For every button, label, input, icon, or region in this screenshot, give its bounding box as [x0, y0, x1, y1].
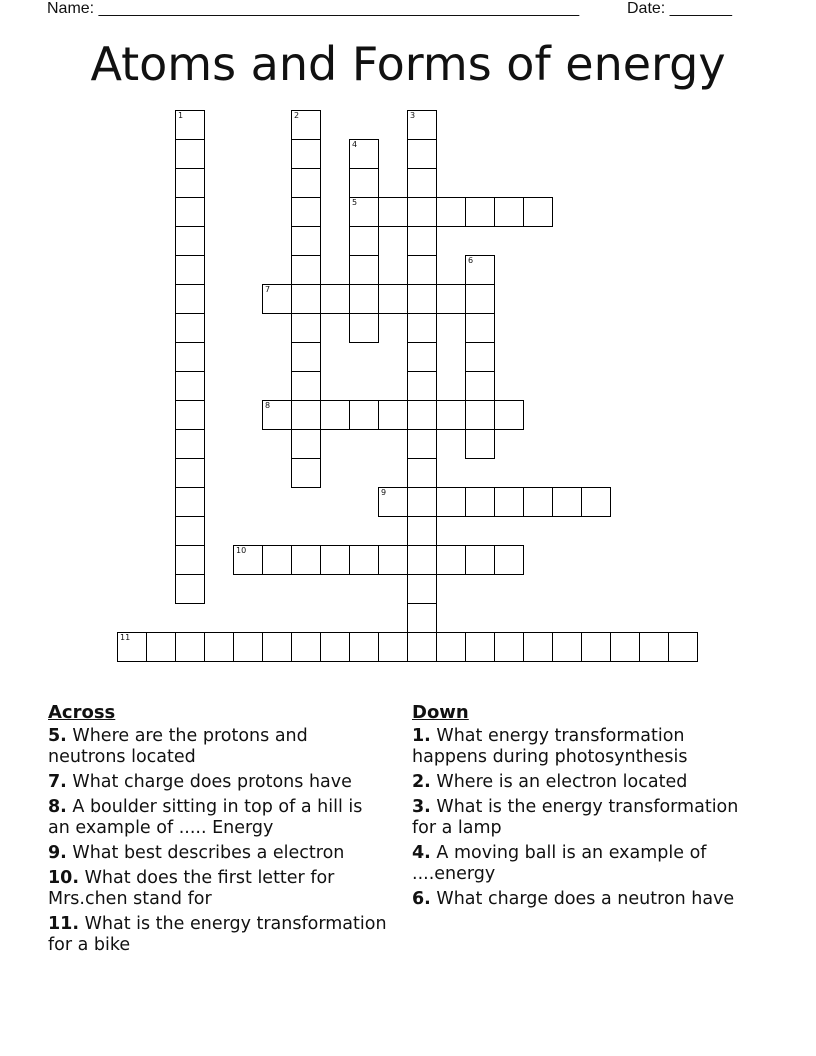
grid-cell[interactable] [291, 342, 321, 372]
grid-cell[interactable] [175, 226, 205, 256]
clue-number: 11. [48, 914, 80, 934]
grid-cell[interactable] [291, 400, 321, 430]
clue-text: What is the energy transformation for a bike [48, 914, 387, 955]
grid-cell[interactable] [465, 284, 495, 314]
clue-text: A boulder sitting in top of a hill is an example of ..... Energy [48, 797, 363, 838]
grid-cell[interactable] [407, 429, 437, 459]
grid-cell[interactable] [407, 400, 437, 430]
grid-cell[interactable] [233, 545, 263, 575]
grid-cell[interactable] [465, 632, 495, 662]
clue-text: Where is an electron located [436, 772, 688, 792]
grid-cell[interactable] [175, 632, 205, 662]
clue-text: What charge does protons have [72, 772, 352, 792]
grid-cell[interactable] [523, 632, 553, 662]
grid-cell[interactable] [436, 284, 466, 314]
clue-number: 9. [48, 843, 67, 863]
grid-cell[interactable] [349, 400, 379, 430]
grid-cell[interactable] [291, 313, 321, 343]
grid-cell[interactable] [407, 110, 437, 140]
across-clue-10 [48, 868, 388, 910]
grid-cell[interactable] [175, 168, 205, 198]
down-clue-3 [412, 797, 742, 839]
clue-number: 10. [48, 868, 80, 888]
grid-cell[interactable] [349, 545, 379, 575]
grid-cell[interactable] [494, 545, 524, 575]
page-title: Atoms and Forms of energy [90, 37, 726, 91]
down-clue-1 [412, 726, 742, 768]
grid-cell[interactable] [610, 632, 640, 662]
grid-cell[interactable] [291, 197, 321, 227]
grid-cell[interactable] [668, 632, 698, 662]
across-heading: Across [48, 702, 116, 723]
grid-cell[interactable] [291, 632, 321, 662]
grid-cell[interactable] [291, 139, 321, 169]
grid-cell[interactable] [378, 284, 408, 314]
clue-text: What energy transformation happens during photosynthesis [412, 726, 688, 767]
grid-cell[interactable] [291, 458, 321, 488]
grid-cell[interactable] [465, 371, 495, 401]
grid-cell[interactable] [407, 139, 437, 169]
grid-cell[interactable] [523, 197, 553, 227]
grid-cell[interactable] [465, 342, 495, 372]
grid-cell[interactable] [349, 226, 379, 256]
clue-number: 7. [48, 772, 67, 792]
grid-cell[interactable] [407, 458, 437, 488]
grid-cell[interactable] [581, 632, 611, 662]
grid-cell[interactable] [639, 632, 669, 662]
cell-number: 4 [352, 140, 358, 149]
grid-cell[interactable] [407, 632, 437, 662]
grid-cell[interactable] [436, 487, 466, 517]
clue-number: 1. [412, 726, 431, 746]
grid-cell[interactable] [291, 545, 321, 575]
grid-cell[interactable] [233, 632, 263, 662]
grid-cell[interactable] [320, 632, 350, 662]
grid-cell[interactable] [378, 197, 408, 227]
across-clue-7 [48, 772, 388, 793]
cell-number: 1 [178, 111, 184, 120]
across-clues [48, 702, 388, 960]
clue-text: What charge does a neutron have [436, 889, 735, 909]
grid-cell[interactable] [552, 632, 582, 662]
clue-text: Where are the protons and neutrons located [48, 726, 308, 767]
grid-cell[interactable] [436, 400, 466, 430]
clue-number: 6. [412, 889, 431, 909]
grid-cell[interactable] [465, 545, 495, 575]
grid-cell[interactable] [378, 400, 408, 430]
cell-number: 2 [294, 111, 300, 120]
grid-cell[interactable] [436, 197, 466, 227]
grid-cell[interactable] [407, 545, 437, 575]
grid-cell[interactable] [175, 197, 205, 227]
cell-number: 8 [265, 401, 271, 410]
grid-cell[interactable] [262, 632, 292, 662]
grid-cell[interactable] [175, 400, 205, 430]
grid-cell[interactable] [175, 284, 205, 314]
grid-cell[interactable] [407, 226, 437, 256]
grid-cell[interactable] [175, 487, 205, 517]
grid-cell[interactable] [407, 197, 437, 227]
grid-cell[interactable] [407, 487, 437, 517]
grid-cell[interactable] [407, 603, 437, 633]
grid-cell[interactable] [262, 400, 292, 430]
grid-cell[interactable] [291, 168, 321, 198]
down-clue-6 [412, 889, 742, 910]
cell-number: 10 [236, 546, 247, 555]
clue-text: A moving ball is an example of ....energy [412, 843, 707, 884]
down-clue-4 [412, 843, 742, 885]
grid-cell[interactable] [175, 139, 205, 169]
grid-cell[interactable] [407, 342, 437, 372]
clue-number: 4. [412, 843, 431, 863]
grid-cell[interactable] [175, 574, 205, 604]
cell-number: 11 [120, 633, 131, 642]
grid-cell[interactable] [523, 487, 553, 517]
clue-number: 8. [48, 797, 67, 817]
across-clue-9 [48, 843, 388, 864]
grid-cell[interactable] [146, 632, 176, 662]
grid-cell[interactable] [494, 487, 524, 517]
grid-cell[interactable] [175, 110, 205, 140]
grid-cell[interactable] [349, 139, 379, 169]
grid-cell[interactable] [175, 255, 205, 285]
name-field-label: Name: ______________________________________________________ [47, 0, 580, 17]
date-field-label: Date: _______ [627, 0, 732, 17]
grid-cell[interactable] [407, 516, 437, 546]
down-heading: Down [412, 702, 469, 723]
grid-cell[interactable] [320, 400, 350, 430]
cell-number: 3 [410, 111, 416, 120]
grid-cell[interactable] [349, 168, 379, 198]
clue-number: 2. [412, 772, 431, 792]
grid-cell[interactable] [407, 574, 437, 604]
cell-number: 7 [265, 285, 271, 294]
grid-cell[interactable] [407, 313, 437, 343]
grid-cell[interactable] [291, 226, 321, 256]
cell-number: 6 [468, 256, 474, 265]
down-clue-2 [412, 772, 742, 793]
grid-cell[interactable] [465, 487, 495, 517]
grid-cell[interactable] [465, 313, 495, 343]
grid-cell[interactable] [175, 516, 205, 546]
grid-cell[interactable] [291, 284, 321, 314]
clue-number: 3. [412, 797, 431, 817]
cell-number: 9 [381, 488, 387, 497]
grid-cell[interactable] [320, 545, 350, 575]
grid-cell[interactable] [465, 400, 495, 430]
grid-cell[interactable] [175, 371, 205, 401]
grid-cell[interactable] [349, 255, 379, 285]
grid-cell[interactable] [378, 487, 408, 517]
down-clues [412, 702, 742, 914]
grid-cell[interactable] [465, 429, 495, 459]
grid-cell[interactable] [291, 429, 321, 459]
grid-cell[interactable] [407, 168, 437, 198]
cell-number: 5 [352, 198, 358, 207]
grid-cell[interactable] [465, 197, 495, 227]
clue-number: 5. [48, 726, 67, 746]
across-clue-8 [48, 797, 388, 839]
grid-cell[interactable] [581, 487, 611, 517]
grid-cell[interactable] [117, 632, 147, 662]
grid-cell[interactable] [407, 371, 437, 401]
grid-cell[interactable] [175, 342, 205, 372]
grid-cell[interactable] [349, 313, 379, 343]
grid-cell[interactable] [175, 429, 205, 459]
grid-cell[interactable] [349, 284, 379, 314]
grid-cell[interactable] [494, 632, 524, 662]
grid-cell[interactable] [407, 255, 437, 285]
grid-cell[interactable] [378, 632, 408, 662]
grid-cell[interactable] [378, 545, 408, 575]
clue-text: What does the first letter for Mrs.chen stand for [48, 868, 335, 909]
grid-cell[interactable] [407, 284, 437, 314]
grid-cell[interactable] [349, 632, 379, 662]
grid-cell[interactable] [436, 545, 466, 575]
grid-cell[interactable] [262, 545, 292, 575]
clue-text: What is the energy transformation for a lamp [412, 797, 739, 838]
grid-cell[interactable] [349, 197, 379, 227]
across-clue-5 [48, 726, 388, 768]
grid-cell[interactable] [291, 371, 321, 401]
grid-cell[interactable] [436, 632, 466, 662]
grid-cell[interactable] [320, 284, 350, 314]
grid-cell[interactable] [494, 400, 524, 430]
across-clue-11 [48, 914, 388, 956]
grid-cell[interactable] [175, 458, 205, 488]
grid-cell[interactable] [465, 255, 495, 285]
grid-cell[interactable] [262, 284, 292, 314]
grid-cell[interactable] [204, 632, 234, 662]
clue-text: What best describes a electron [72, 843, 345, 863]
grid-cell[interactable] [494, 197, 524, 227]
grid-cell[interactable] [291, 255, 321, 285]
grid-cell[interactable] [175, 313, 205, 343]
grid-cell[interactable] [552, 487, 582, 517]
grid-cell[interactable] [175, 545, 205, 575]
grid-cell[interactable] [291, 110, 321, 140]
